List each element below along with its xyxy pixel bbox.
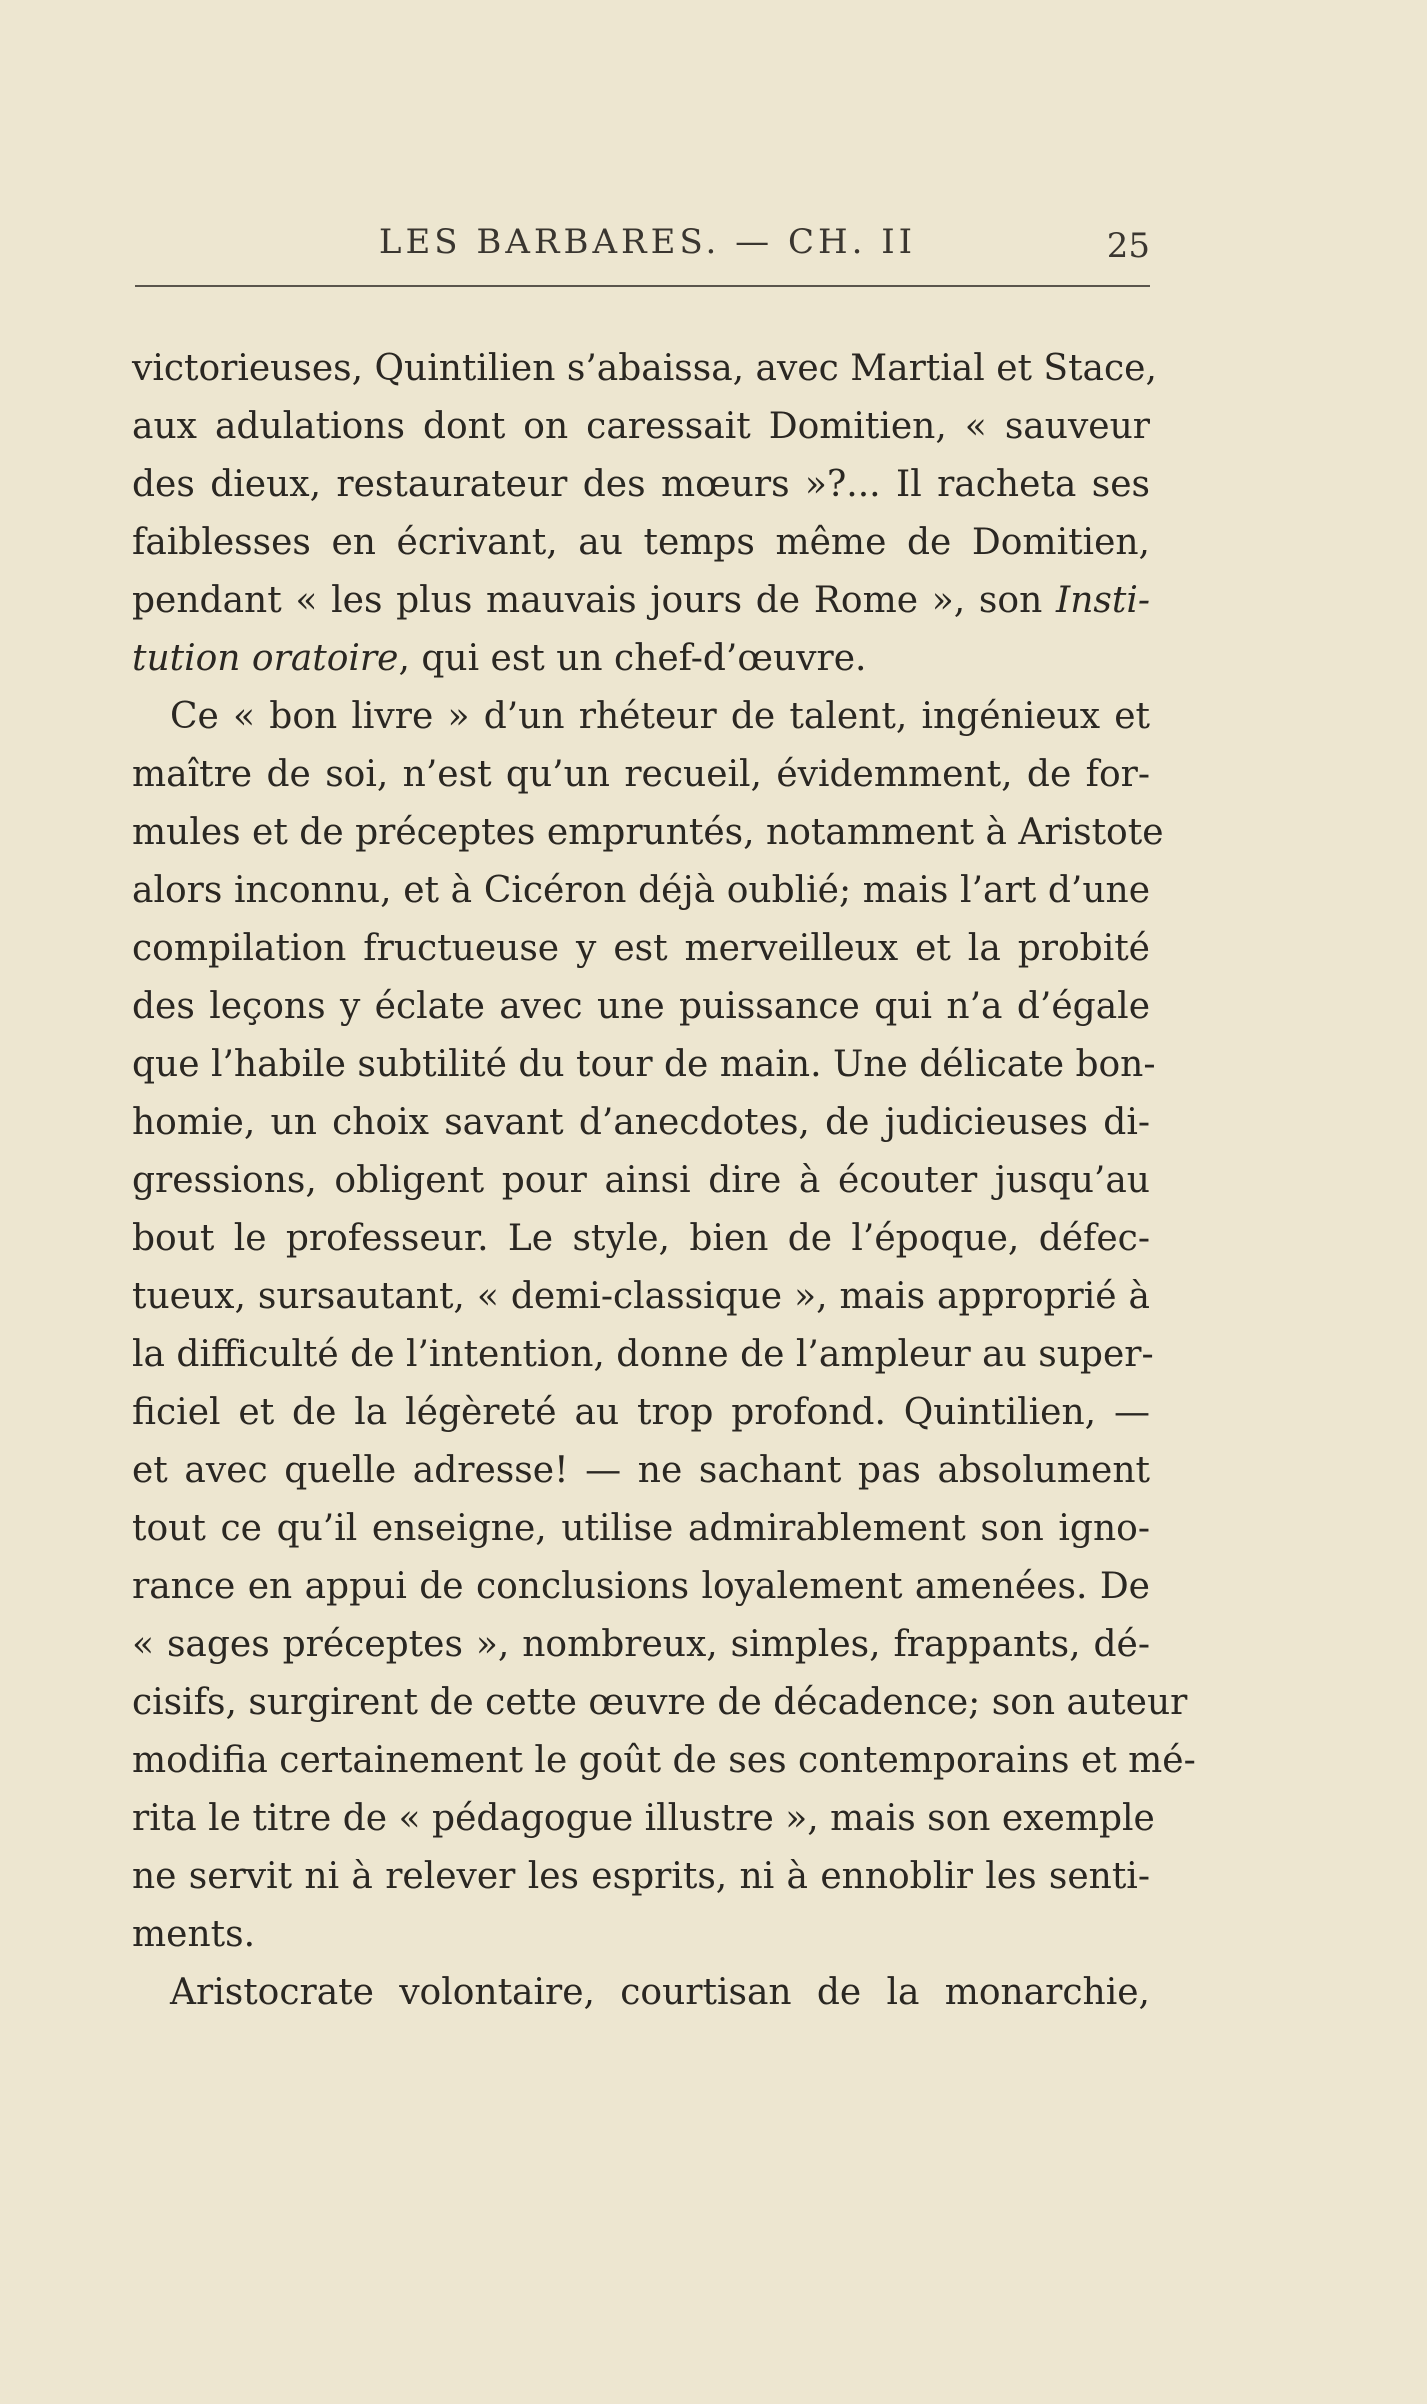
text-line: cisifs, surgirent de cette œuvre de décadence; son auteur (132, 1682, 1188, 1723)
text-line: rita le titre de « pédagogue illustre », mais son exemple (132, 1798, 1155, 1839)
text-line: maître de soi, n’est qu’un recueil, évidemment, de for- (132, 754, 1150, 795)
text-line: faiblesses en écrivant, au temps même de Domitien, (132, 522, 1150, 563)
text-line: victorieuses, Quintilien s’abaissa, avec Martial et Stace, (132, 348, 1157, 389)
text-line: compilation fructueuse y est merveilleux et la probité (132, 928, 1150, 969)
running-title: LES BARBARES. — CH. II (378, 222, 917, 262)
text-line: bout le professeur. Le style, bien de l’époque, défec- (132, 1218, 1150, 1259)
text-segment: pendant « les plus mauvais jours de Rome », son (132, 580, 1056, 621)
text-line: ne servit ni à relever les esprits, ni à ennoblir les senti- (132, 1856, 1150, 1897)
text-line (132, 630, 1150, 688)
text-line: rance en appui de conclusions loyalement amenées. De (132, 1566, 1150, 1607)
paragraph-first-line: Aristocrate volontaire, courtisan de la monarchie, (170, 1972, 1150, 2013)
text-line: ficiel et de la légèreté au trop profond. Quintilien, — (132, 1392, 1150, 1433)
text-line: alors inconnu, et à Cicéron déjà oublié; mais l’art d’une (132, 870, 1150, 911)
header-rule (135, 285, 1150, 287)
italic-title-segment: tution oratoire (132, 638, 399, 679)
text-line: et avec quelle adresse! — ne sachant pas absolument (132, 1450, 1150, 1491)
text-line: tueux, sursautant, « demi-classique », mais approprié à (132, 1276, 1150, 1317)
text-line: que l’habile subtilité du tour de main. Une délicate bon- (132, 1044, 1156, 1085)
text-line: des dieux, restaurateur des mœurs »?... Il racheta ses (132, 464, 1150, 505)
text-line: la difficulté de l’intention, donne de l’ampleur au super- (132, 1334, 1154, 1375)
text-line: homie, un choix savant d’anecdotes, de judicieuses di- (132, 1102, 1150, 1143)
text-line (132, 572, 1150, 630)
text-line: gressions, obligent pour ainsi dire à écouter jusqu’au (132, 1160, 1150, 1201)
text-line: des leçons y éclate avec une puissance qui n’a d’égale (132, 986, 1150, 1027)
italic-title-segment: Insti- (1055, 580, 1150, 621)
body-text (132, 340, 1196, 2022)
text-segment: , qui est un chef-d’œuvre. (398, 638, 867, 679)
text-line: modifia certainement le goût de ses contemporains et mé- (132, 1740, 1196, 1781)
text-line: tout ce qu’il enseigne, utilise admirablement son igno- (132, 1508, 1150, 1549)
text-line: « sages préceptes », nombreux, simples, frappants, dé- (132, 1624, 1150, 1665)
text-line: mules et de préceptes empruntés, notamment à Aristote (132, 812, 1164, 853)
paragraph-first-line: Ce « bon livre » d’un rhéteur de talent, ingénieux et (170, 696, 1150, 737)
page-number: 25 (1106, 226, 1150, 266)
text-line: ments. (132, 1914, 256, 1955)
text-line: aux adulations dont on caressait Domitien, « sauveur (132, 406, 1150, 447)
running-head (135, 208, 1160, 268)
